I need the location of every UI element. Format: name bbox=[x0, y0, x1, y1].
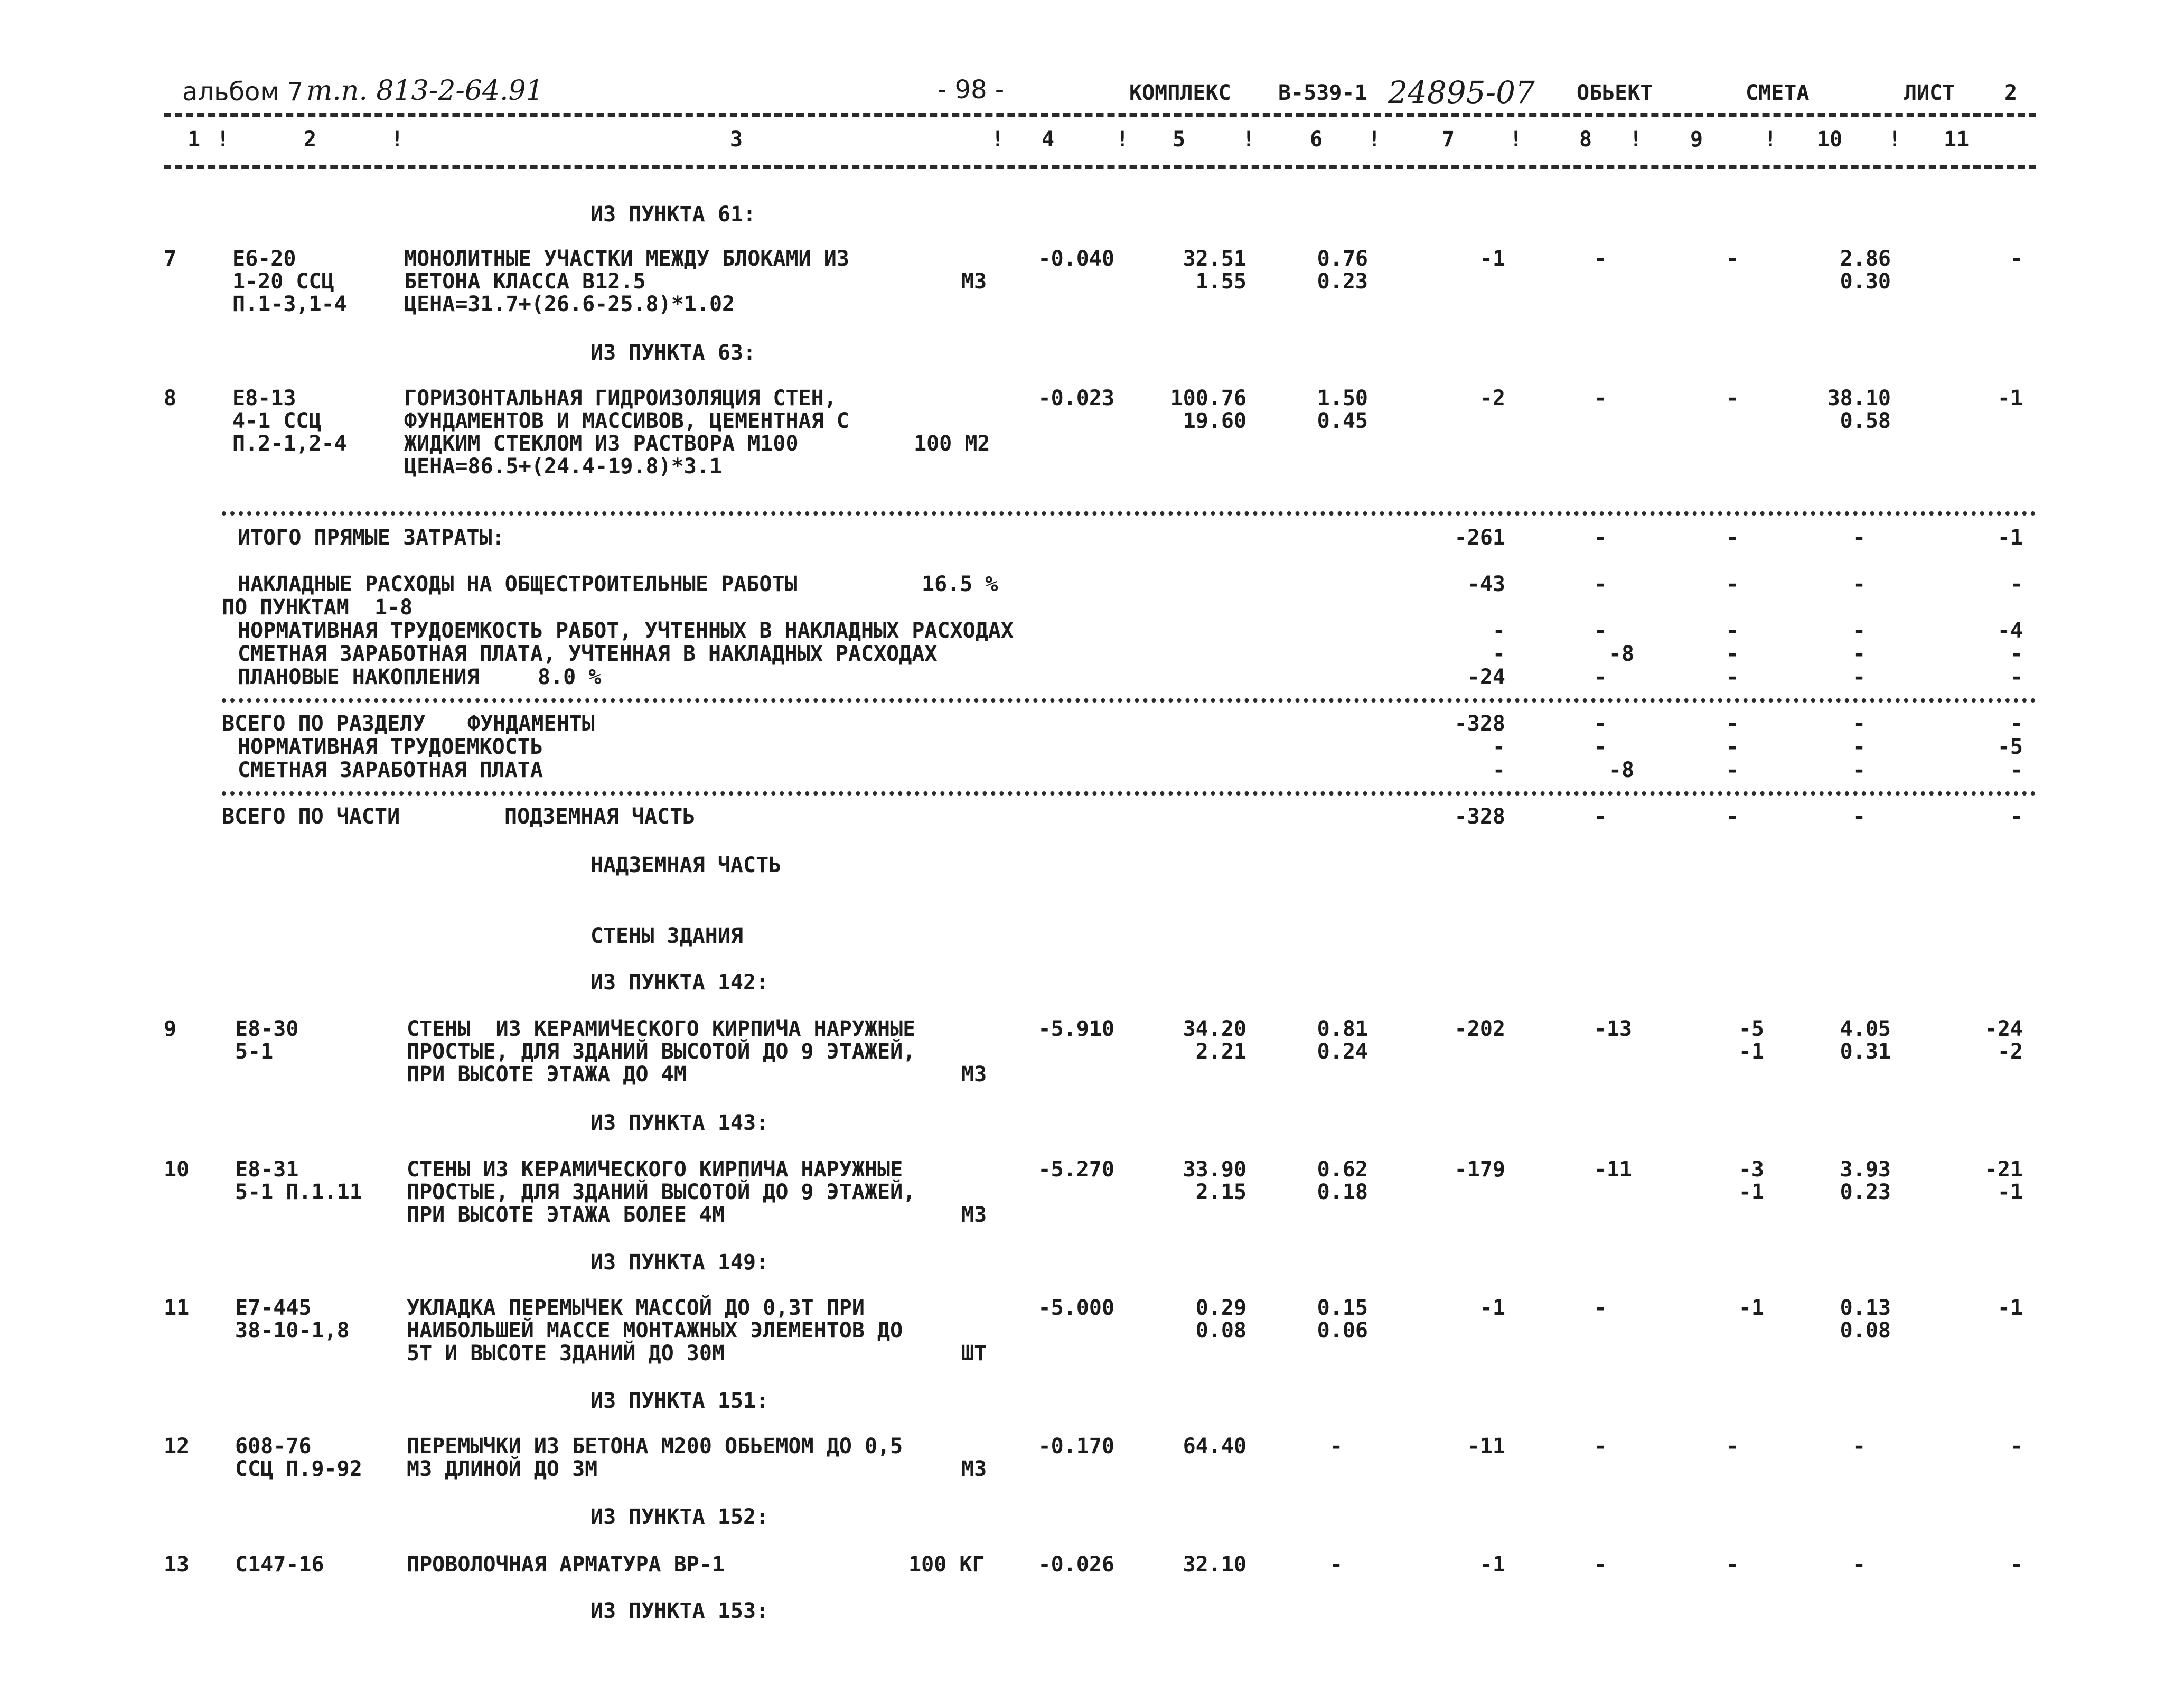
cell: - bbox=[1594, 712, 1607, 736]
cell: - bbox=[1726, 642, 1739, 666]
cell: - bbox=[2010, 572, 2023, 596]
item-description: ПРОСТЫЕ, ДЛЯ ЗДАНИЙ ВЫСОТОЙ ДО 9 ЭТАЖЕЙ, bbox=[407, 1180, 916, 1204]
cell: 0.31 bbox=[1840, 1040, 1891, 1064]
total-label: ПЛАНОВЫЕ НАКОПЛЕНИЯ bbox=[238, 665, 480, 689]
unit-cost: 34.20 bbox=[1183, 1017, 1246, 1041]
cell: -43 bbox=[1467, 572, 1505, 596]
unit-cost: 64.40 bbox=[1183, 1434, 1246, 1458]
quantity: -0.170 bbox=[1038, 1434, 1114, 1458]
sheet-number: 2 bbox=[2004, 81, 2018, 105]
total-label: СМЕТНАЯ ЗАРАБОТНАЯ ПЛАТА, УЧТЕННАЯ В НАКЛАДНЫХ РАСХОДАХ bbox=[238, 642, 938, 666]
unit-cost: 0.62 bbox=[1317, 1157, 1368, 1182]
cell: - bbox=[1329, 1434, 1343, 1458]
rate-code: 38-10-1,8 bbox=[235, 1318, 350, 1343]
cell: 0.30 bbox=[1840, 269, 1891, 294]
rate-code: Е8-31 bbox=[235, 1157, 299, 1182]
section-heading: ИЗ ПУНКТА 153: bbox=[590, 1599, 769, 1623]
cell: - bbox=[1594, 665, 1607, 689]
cell: - bbox=[1594, 572, 1607, 596]
unit-cost: 100.76 bbox=[1170, 386, 1246, 410]
cell: -261 bbox=[1454, 526, 1505, 550]
cell: - bbox=[1852, 572, 1866, 596]
dotted-separator bbox=[222, 511, 2036, 516]
cell: - bbox=[1594, 619, 1607, 643]
cell: 38.10 bbox=[1827, 386, 1891, 410]
rate-code: Е6-20 bbox=[232, 247, 296, 271]
quantity: -0.026 bbox=[1038, 1552, 1114, 1577]
item-description: ЖИДКИМ СТЕКЛОМ ИЗ РАСТВОРА М100 bbox=[404, 432, 799, 456]
rate-code: 1-20 ССЦ bbox=[232, 269, 334, 294]
rate-code: 608-76 bbox=[235, 1434, 312, 1458]
cell: - bbox=[1726, 526, 1739, 550]
rate-code: 5-1 П.1.11 bbox=[235, 1180, 362, 1204]
rate-code: Е8-30 bbox=[235, 1017, 299, 1041]
cell: - bbox=[1852, 642, 1866, 666]
cell: -328 bbox=[1454, 804, 1505, 829]
cell: - bbox=[2010, 1552, 2023, 1577]
item-description: УКЛАДКА ПЕРЕМЫЧЕК МАССОЙ ДО 0,3Т ПРИ bbox=[407, 1296, 865, 1320]
item-description: ФУНДАМЕНТОВ И МАССИВОВ, ЦЕМЕНТНАЯ С bbox=[404, 409, 849, 433]
cell: -1 bbox=[1997, 1180, 2023, 1204]
total-cost: -179 bbox=[1454, 1157, 1505, 1182]
unit-cost: 0.15 bbox=[1317, 1296, 1368, 1320]
rate-code: ССЦ П.9-92 bbox=[235, 1457, 362, 1481]
cell: - bbox=[2010, 758, 2023, 782]
item-description: ПРОСТЫЕ, ДЛЯ ЗДАНИЙ ВЫСОТОЙ ДО 9 ЭТАЖЕЙ, bbox=[407, 1040, 916, 1064]
complex-handwritten-number: 24895-07 bbox=[1388, 74, 1535, 110]
cell: - bbox=[1492, 619, 1505, 643]
cell: - bbox=[1852, 1552, 1866, 1577]
column-number: 8 bbox=[1579, 127, 1592, 152]
unit-cost: 0.76 bbox=[1317, 247, 1368, 271]
column-number: 7 bbox=[1442, 127, 1455, 152]
section-heading: ИЗ ПУНКТА 152: bbox=[590, 1505, 769, 1529]
total-cost: -2 bbox=[1479, 386, 1505, 410]
column-number: 3 bbox=[730, 127, 743, 152]
total-cost: -1 bbox=[1479, 1552, 1505, 1577]
section-name: ФУНДАМЕНТЫ bbox=[467, 712, 595, 736]
section-heading: ИЗ ПУНКТА 151: bbox=[590, 1389, 769, 1413]
cell: - bbox=[1594, 1552, 1607, 1577]
unit-cost: 0.24 bbox=[1317, 1040, 1368, 1064]
album-code: т.п. 813-2-64.91 bbox=[306, 75, 543, 107]
cell: - bbox=[1852, 1434, 1866, 1458]
complex-code: В-539-1 bbox=[1278, 81, 1367, 105]
cell: - bbox=[1852, 712, 1866, 736]
quantity: -5.910 bbox=[1038, 1017, 1114, 1041]
cell: - bbox=[1726, 572, 1739, 596]
rate-code: С147-16 bbox=[235, 1552, 324, 1577]
unit-cost: 0.08 bbox=[1195, 1318, 1246, 1343]
part-title: НАДЗЕМНАЯ ЧАСТЬ bbox=[590, 853, 782, 877]
cell: - bbox=[2010, 665, 2023, 689]
column-number: 1 bbox=[188, 127, 201, 152]
percent: 8.0 % bbox=[538, 665, 602, 689]
sheet-label: ЛИСТ bbox=[1904, 81, 1955, 105]
cell: - bbox=[1726, 804, 1739, 829]
column-number: 9 bbox=[1690, 127, 1703, 152]
cell: 0.13 bbox=[1840, 1296, 1891, 1320]
row-number: 9 bbox=[164, 1017, 177, 1041]
row-number: 13 bbox=[164, 1552, 190, 1577]
unit: М3 bbox=[961, 1457, 987, 1481]
page-number: - 98 - bbox=[938, 75, 1005, 105]
cell: - bbox=[1852, 526, 1866, 550]
item-description: ПРОВОЛОЧНАЯ АРМАТУРА ВР-1 bbox=[407, 1552, 725, 1577]
unit-cost: 32.10 bbox=[1183, 1552, 1246, 1577]
cell: -1 bbox=[1738, 1040, 1764, 1064]
cell: - bbox=[1594, 1434, 1607, 1458]
unit: 100 КГ bbox=[908, 1552, 985, 1577]
cell: 0.23 bbox=[1840, 1180, 1891, 1204]
dotted-separator bbox=[222, 698, 2036, 703]
unit-cost: 2.21 bbox=[1195, 1040, 1246, 1064]
cell: 3.93 bbox=[1840, 1157, 1891, 1182]
cell: 0.08 bbox=[1840, 1318, 1891, 1343]
rate-code: 4-1 ССЦ bbox=[232, 409, 322, 433]
cell: - bbox=[1726, 1434, 1739, 1458]
row-number: 7 bbox=[164, 247, 177, 271]
cell: -24 bbox=[1984, 1017, 2023, 1041]
cell: 2.86 bbox=[1840, 247, 1891, 271]
cell: - bbox=[1594, 735, 1607, 759]
cell: - bbox=[1726, 386, 1739, 410]
unit-cost: 19.60 bbox=[1183, 409, 1246, 433]
row-number: 8 bbox=[164, 386, 177, 410]
complex-label: КОМПЛЕКС bbox=[1129, 81, 1231, 105]
unit-cost: 32.51 bbox=[1183, 247, 1246, 271]
item-description: ГОРИЗОНТАЛЬНАЯ ГИДРОИЗОЛЯЦИЯ СТЕН, bbox=[404, 386, 837, 410]
unit-cost: 0.23 bbox=[1317, 269, 1368, 294]
column-number: 10 bbox=[1817, 127, 1843, 152]
total-label: НАКЛАДНЫЕ РАСХОДЫ НА ОБЩЕСТРОИТЕЛЬНЫЕ РАБОТЫ bbox=[238, 572, 798, 596]
cell: - bbox=[2010, 247, 2023, 271]
item-description: ПРИ ВЫСОТЕ ЭТАЖА БОЛЕЕ 4М bbox=[407, 1203, 725, 1227]
column-number: 5 bbox=[1173, 127, 1186, 152]
cell: -2 bbox=[1997, 1040, 2023, 1064]
cell: -3 bbox=[1738, 1157, 1764, 1182]
cell: - bbox=[1594, 1296, 1607, 1320]
cell: -24 bbox=[1467, 665, 1505, 689]
item-description: БЕТОНА КЛАССА В12.5 bbox=[404, 269, 646, 294]
cell: - bbox=[1852, 804, 1866, 829]
unit-cost: 33.90 bbox=[1183, 1157, 1246, 1182]
cell: -1 bbox=[1738, 1180, 1764, 1204]
unit-cost: 2.15 bbox=[1195, 1180, 1246, 1204]
cell: - bbox=[1329, 1552, 1343, 1577]
section-heading: ИЗ ПУНКТА 63: bbox=[590, 341, 756, 365]
cell: - bbox=[2010, 642, 2023, 666]
unit-cost: 0.45 bbox=[1317, 409, 1368, 433]
quantity: -0.023 bbox=[1038, 386, 1114, 410]
header-rule-top bbox=[164, 113, 2036, 117]
item-description: М3 ДЛИНОЙ ДО 3М bbox=[407, 1457, 598, 1481]
cell: - bbox=[1492, 642, 1505, 666]
rate-code: П.1-3,1-4 bbox=[232, 292, 347, 316]
cell: - bbox=[1726, 247, 1739, 271]
percent: 16.5 % bbox=[922, 572, 998, 596]
item-description: ЦЕНА=31.7+(26.6-25.8)*1.02 bbox=[404, 292, 735, 316]
cell: - bbox=[2010, 1434, 2023, 1458]
unit-cost: 1.50 bbox=[1317, 386, 1368, 410]
dotted-separator bbox=[222, 791, 2036, 796]
section-heading: ИЗ ПУНКТА 61: bbox=[590, 202, 756, 227]
cell: - bbox=[1594, 386, 1607, 410]
cell: -1 bbox=[1997, 526, 2023, 550]
cell: - bbox=[1594, 804, 1607, 829]
cell: - bbox=[1726, 665, 1739, 689]
row-number: 11 bbox=[164, 1296, 190, 1320]
part-name: ПОДЗЕМНАЯ ЧАСТЬ bbox=[504, 804, 696, 829]
cell: - bbox=[1726, 735, 1739, 759]
unit-cost: 0.29 bbox=[1195, 1296, 1246, 1320]
cell: -11 bbox=[1594, 1157, 1632, 1182]
item-description: МОНОЛИТНЫЕ УЧАСТКИ МЕЖДУ БЛОКАМИ ИЗ bbox=[404, 247, 849, 271]
cell: -21 bbox=[1984, 1157, 2023, 1182]
cell: -1 bbox=[1997, 1296, 2023, 1320]
column-number: 2 bbox=[304, 127, 317, 152]
cell: -1 bbox=[1997, 386, 2023, 410]
column-number: 11 bbox=[1944, 127, 1970, 152]
cell: -13 bbox=[1594, 1017, 1632, 1041]
item-description: СТЕНЫ ИЗ КЕРАМИЧЕСКОГО КИРПИЧА НАРУЖНЫЕ bbox=[407, 1157, 903, 1182]
unit: М3 bbox=[961, 1062, 987, 1087]
cell: -5 bbox=[1997, 735, 2023, 759]
cell: 4.05 bbox=[1840, 1017, 1891, 1041]
total-label: ИТОГО ПРЯМЫЕ ЗАТРАТЫ: bbox=[238, 526, 505, 550]
quantity: -5.000 bbox=[1038, 1296, 1114, 1320]
cell: -328 bbox=[1454, 712, 1505, 736]
cell: 0.58 bbox=[1840, 409, 1891, 433]
rate-code: Е8-13 bbox=[232, 386, 296, 410]
row-number: 10 bbox=[164, 1157, 190, 1182]
unit: М3 bbox=[961, 269, 987, 294]
cell: - bbox=[1726, 619, 1739, 643]
unit-cost: 0.81 bbox=[1317, 1017, 1368, 1041]
section-heading: ИЗ ПУНКТА 149: bbox=[590, 1250, 769, 1275]
cell: - bbox=[1492, 758, 1505, 782]
item-description: 5Т И ВЫСОТЕ ЗДАНИЙ ДО 30М bbox=[407, 1341, 725, 1365]
quantity: -5.270 bbox=[1038, 1157, 1114, 1182]
cell: - bbox=[1492, 735, 1505, 759]
rate-code: Е7-445 bbox=[235, 1296, 312, 1320]
object-label: ОБЬЕКТ bbox=[1577, 81, 1653, 105]
item-description: НАИБОЛЬШЕЙ МАССЕ МОНТАЖНЫХ ЭЛЕМЕНТОВ ДО bbox=[407, 1318, 903, 1343]
total-cost: -11 bbox=[1467, 1434, 1505, 1458]
estimate-sheet: альбом 7 т.п. 813-2-64.91 - 98 - КОМПЛЕКС В-539-1 24895-07 ОБЬЕКТ СМЕТА ЛИСТ 2 1 2 3 4 5 6 7 8 9 10 11 ! ! ! ! ! ! ! ! ! ! ИЗ ПУНКТА 61: 7 Е6-20 1-20 ССЦ П.1-3,1-4 МОНОЛИТНЫЕ УЧАСТКИ МЕЖДУ БЛОКАМИ ИЗ БЕТОНА КЛАССА В12.5 ЦЕНА=31.7+(26.6-25.8)*1.02 М3 -0.040 32.51 1.55 0.76 0.23 -1 - - 2.86 0.30 - ИЗ ПУНКТА 63: 8 Е8-13 4-1 ССЦ П.2-1,2-4 ГОРИЗОНТАЛЬНАЯ ГИДРОИЗОЛЯЦИЯ СТЕН, ФУНДАМЕНТОВ И МАССИВОВ, ЦЕМЕНТНАЯ С ЖИДКИМ СТЕКЛОМ ИЗ РАСТВОРА М100 ЦЕНА=86.5+(24.4-19.8)*3.1 100 М2 -0.023 100.76 19.60 1.50 0.45 -2 - - 38.10 0.58 -1 ИТОГО ПРЯМЫЕ ЗАТРАТЫ: -261 - - - -1 НАКЛАДНЫЕ РАСХОДЫ НА ОБЩЕСТРОИТЕЛЬНЫЕ РАБОТЫ 16.5 % -43 - - - - ПО ПУНКТАМ 1-8 НОРМАТИВНАЯ ТРУДОЕМКОСТЬ РАБОТ, УЧТЕННЫХ В НАКЛАДНЫХ РАСХОДАХ - - - - -4 СМЕТНАЯ ЗАРАБОТНАЯ ПЛАТА, УЧТЕННАЯ В НАКЛАДНЫХ РАСХОДАХ - -8 - - - ПЛАНОВЫЕ НАКОПЛЕНИЯ 8.0 % -24 - - - - ВСЕГО ПО РАЗДЕЛУ ФУНДАМЕНТЫ -328 - - - - НОРМАТИВНАЯ ТРУДОЕМКОСТЬ - - - - -5 СМЕТНАЯ ЗАРАБОТНАЯ ПЛАТА - -8 - - - ВСЕГО ПО ЧАСТИ ПОДЗЕМНАЯ ЧАСТЬ -328 - - - - НАДЗЕМНАЯ ЧАСТЬ СТЕНЫ ЗДАНИЯ ИЗ ПУНКТА 142: 9 Е8-30 5-1 СТЕНЫ ИЗ КЕРАМИЧЕСКОГО КИРПИЧА НАРУЖНЫЕ ПРОСТЫЕ, ДЛЯ ЗДАНИЙ ВЫСОТОЙ ДО 9 ЭТАЖЕЙ, ПРИ ВЫСОТЕ ЭТАЖА ДО 4М М3 -5.910 34.20 2.21 0.81 0.24 -202 -13 -5 -1 4.05 0.31 -24 -2 ИЗ ПУНКТА 143: 10 Е8-31 5-1 П.1.11 СТЕНЫ ИЗ КЕРАМИЧЕСКОГО КИРПИЧА НАРУЖНЫЕ ПРОСТЫЕ, ДЛЯ ЗДАНИЙ ВЫСОТОЙ ДО 9 ЭТАЖЕЙ, ПРИ ВЫСОТЕ ЭТАЖА БОЛЕЕ 4М М3 -5.270 33.90 2.15 0.62 0.18 -179 -11 -3 -1 3.93 0.23 -21 -1 ИЗ ПУНКТА 149: 11 Е7-445 38-10-1,8 УКЛАДКА ПЕРЕМЫЧЕК МАССОЙ ДО 0,3Т ПРИ НАИБОЛЬШЕЙ МАССЕ МОНТАЖНЫХ ЭЛЕМЕНТОВ ДО 5Т И ВЫСОТЕ ЗДАНИЙ ДО 30М ШТ -5.000 0.29 0.08 0.15 0.06 -1 - -1 0.13 0.08 -1 ИЗ ПУНКТА 151: 12 608-76 ССЦ П.9-92 ПЕРЕМЫЧКИ ИЗ БЕТОНА М200 ОБЬЕМОМ ДО 0,5 М3 ДЛИНОЙ ДО 3М М3 -0.170 64.40 - -11 - - - - ИЗ ПУНКТА 152: 13 С147-16 ПРОВОЛОЧНАЯ АРМАТУРА ВР-1 100 КГ -0.026 32.10 - -1 - - - - ИЗ ПУНКТА 153: bbox=[0, 0, 2184, 1684]
total-label: НОРМАТИВНАЯ ТРУДОЕМКОСТЬ РАБОТ, УЧТЕННЫХ В НАКЛАДНЫХ РАСХОДАХ bbox=[238, 619, 1014, 643]
unit-cost: 1.55 bbox=[1195, 269, 1246, 294]
unit-cost: 0.06 bbox=[1317, 1318, 1368, 1343]
total-cost: -1 bbox=[1479, 1296, 1505, 1320]
rate-code: П.2-1,2-4 bbox=[232, 432, 347, 456]
item-description: ЦЕНА=86.5+(24.4-19.8)*3.1 bbox=[404, 454, 723, 479]
cell: - bbox=[1726, 758, 1739, 782]
cell: -8 bbox=[1608, 642, 1635, 666]
section-title: СТЕНЫ ЗДАНИЯ bbox=[590, 924, 743, 948]
album-label: альбом 7 bbox=[182, 77, 304, 107]
unit: 100 М2 bbox=[914, 432, 990, 456]
total-label: ВСЕГО ПО ЧАСТИ bbox=[222, 804, 400, 829]
unit: М3 bbox=[961, 1203, 987, 1227]
total-label: НОРМАТИВНАЯ ТРУДОЕМКОСТЬ bbox=[238, 735, 543, 759]
cell: - bbox=[1852, 758, 1866, 782]
total-label: СМЕТНАЯ ЗАРАБОТНАЯ ПЛАТА bbox=[238, 758, 543, 782]
item-description: ПРИ ВЫСОТЕ ЭТАЖА ДО 4М bbox=[407, 1062, 687, 1087]
cell: - bbox=[1726, 712, 1739, 736]
total-cost: -1 bbox=[1479, 247, 1505, 271]
section-heading: ИЗ ПУНКТА 143: bbox=[590, 1111, 769, 1135]
cell: - bbox=[2010, 804, 2023, 829]
estimate-label: СМЕТА bbox=[1746, 81, 1810, 105]
total-label: ВСЕГО ПО РАЗДЕЛУ bbox=[222, 712, 426, 736]
cell: - bbox=[1852, 619, 1866, 643]
cell: - bbox=[1726, 1552, 1739, 1577]
cell: - bbox=[1594, 526, 1607, 550]
cell: - bbox=[2010, 712, 2023, 736]
cell: - bbox=[1852, 665, 1866, 689]
cell: -8 bbox=[1608, 758, 1635, 782]
total-cost: -202 bbox=[1454, 1017, 1505, 1041]
column-number: 6 bbox=[1310, 127, 1323, 152]
section-heading: ИЗ ПУНКТА 142: bbox=[590, 970, 769, 995]
cell: -5 bbox=[1738, 1017, 1764, 1041]
cell: -1 bbox=[1738, 1296, 1764, 1320]
unit-cost: 0.18 bbox=[1317, 1180, 1368, 1204]
cell: -4 bbox=[1997, 619, 2023, 643]
row-number: 12 bbox=[164, 1434, 190, 1458]
cell: - bbox=[1594, 247, 1607, 271]
rate-code: 5-1 bbox=[235, 1040, 274, 1064]
header-rule-bottom bbox=[164, 165, 2036, 169]
column-number: 4 bbox=[1042, 127, 1055, 152]
unit: ШТ bbox=[961, 1341, 987, 1365]
cell: - bbox=[1852, 735, 1866, 759]
item-description: СТЕНЫ ИЗ КЕРАМИЧЕСКОГО КИРПИЧА НАРУЖНЫЕ bbox=[407, 1017, 916, 1041]
quantity: -0.040 bbox=[1038, 247, 1114, 271]
item-description: ПЕРЕМЫЧКИ ИЗ БЕТОНА М200 ОБЬЕМОМ ДО 0,5 bbox=[407, 1434, 903, 1458]
points-range: ПО ПУНКТАМ 1-8 bbox=[222, 595, 413, 620]
